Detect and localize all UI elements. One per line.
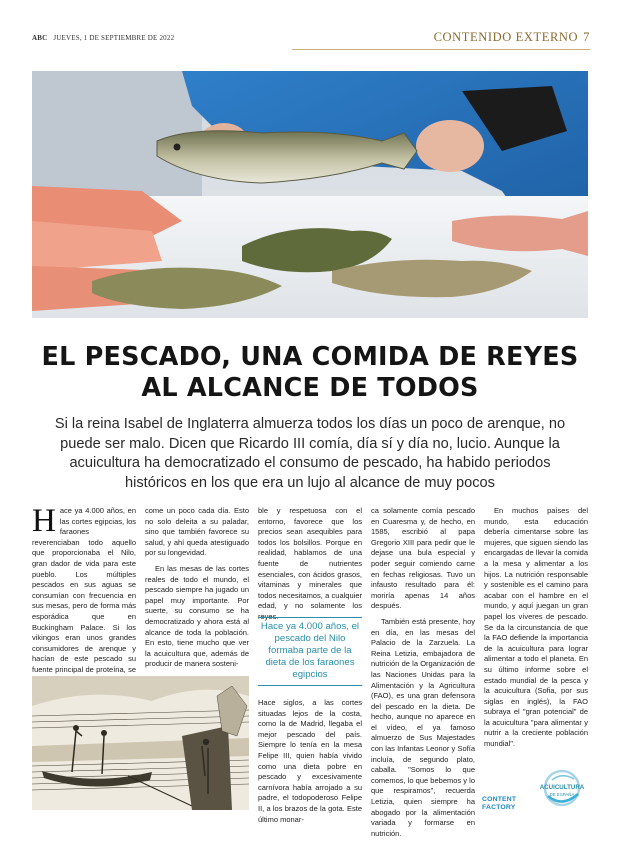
column-5-paragraph-1: En muchos países del mundo, esta educación debería cimentarse sobre las mujeres, que siguen siendo las encargadas de llevar la comida a la mesa y alimentar a los hijos. La nutrición responsable y sostenible es el camino para acabar con el hambre en el mundo, y aquí juegan un gran papel los víveres de pescado. Se da la circunstancia de que la FAO defiende la importancia de la acuicultura para lograr alimentar a todo el planeta. En su último informe sobre el estado mundial de la pesca y la acuicultura (Sofia, por sus siglas en inglés), la FAO subraya el "gran potencial" de la acuicultura "para alimentar y nutrir a la creciente población mundial". xyxy=(484,506,588,749)
header-date-line xyxy=(32,34,174,42)
content-factory-line-1: CONTENT xyxy=(482,796,517,803)
column-1-paragraph xyxy=(32,503,136,686)
content-factory-line-2: FACTORY xyxy=(482,803,516,811)
column-3-paragraph-2: Hace siglos, a las cortes situadas lejos de la costa, como la de Madrid, llegaba el mejor pescado del país. Siempre lo tenía en la mesa Felipe III, quien había vivido como una dieta pobre en pescado y excesivamente carnívora había arrojado a su padre, el todopoderoso Felipe II, a los brazos de la gota. Este último monar- xyxy=(258,698,362,824)
acuicultura-wordmark: ACUICULTURA xyxy=(539,784,585,791)
header-date: JUEVES, 1 DE SEPTIEMBRE DE 2022 xyxy=(53,34,175,42)
page-header xyxy=(32,30,590,50)
pullquote: Hace ya 4.000 años, el pescado del Nilo formaba parte de la dieta de los faraones egipcios xyxy=(260,621,360,680)
article-column-4 xyxy=(371,506,475,839)
fish-market-photo xyxy=(32,71,588,318)
article-column-3-continued xyxy=(258,698,362,825)
historical-fishing-engraving xyxy=(32,676,249,810)
column-3-paragraph-1: ble y respetuosa con el entorno, favorece que los precios sean asequibles para todos los bolsillos. Porque en realidad, hablamos de una fuente de nutrientes esenciales, con ácidos grasos, vitaminas y minerales que todos necesitamos, a cualquier edad, y no solamente los xyxy=(258,506,362,611)
acuicultura-subtitle: DE ESPAÑA xyxy=(549,792,575,797)
headline-line-1: EL PESCADO, UNA COMIDA DE REYES xyxy=(41,342,579,372)
section-name: CONTENIDO EXTERNO xyxy=(433,30,579,44)
header-brand: ABC xyxy=(32,34,48,42)
section-label xyxy=(434,30,590,45)
page-number: 7 xyxy=(583,30,590,44)
column-2-paragraph-2: En las mesas de las cortes reales de todo el mundo, el pescado siempre ha jugado un papel muy importante. Por suerte, su consumo se ha democratizado y ahora está al alcance de toda la población. En esto, tiene mucho que ver la acuicultura que, además de producir de manera sosteni- xyxy=(145,563,249,669)
column-4-paragraph-1: ca solamente comía pescado en Cuaresma y, de hecho, en 1585, escribió al papa Gregorio XIII para pedir que le dejase una bula especial y poder seguir comiendo carne en fechas religiosas. Tuvo un infausto resultado para él: moriría apenas 14 años después. xyxy=(371,506,475,611)
acuicultura-de-espana-logo xyxy=(534,766,590,816)
article-column-3 xyxy=(258,506,362,623)
article-subhead: Si la reina Isabel de Inglaterra almuerza todos los días un poco de arenque, no puede ser malo. Dicen que Ricardo III comía, día sí y día no, lucio. Aunque la acuicultura ha democratizado el consumo de pescado, ha habido periodos históricos en los que era un lujo al alcance de muy pocos xyxy=(54,416,566,491)
fish-photo-illustration xyxy=(32,71,588,318)
header-rule xyxy=(292,49,590,50)
column-2-paragraph-1: come un poco cada día. Esto no solo deleita a su paladar, sino que también favorece su salud, y ahí queda atestiguado por su longevidad. xyxy=(145,506,249,558)
engraving-illustration xyxy=(32,676,249,810)
article-column-1 xyxy=(32,503,136,686)
article-column-5 xyxy=(484,506,588,750)
article-column-2 xyxy=(145,506,249,670)
pullquote-rule-top xyxy=(258,617,362,618)
headline-line-2: AL ALCANCE DE TODOS xyxy=(141,373,479,403)
article-headline xyxy=(30,342,590,404)
content-factory-logo xyxy=(482,796,516,811)
acuicultura-logo-icon xyxy=(534,766,590,816)
drop-cap: H xyxy=(32,503,56,539)
column-1-text: ace ya 4.000 años, en las cortes egipcias, los faraones reverenciaban todo aquello que proporcionaba el Nilo, gran dador de vida para este pueblo. Los múltiples pescados en sus aguas se consumían con frecuencia en sus mesas, pero de forma más esporádica que en Buckingham Palace. Si los vikingos eran unos grandes consumidores de arenque y hacían de este pescado su fuente principal de proteína, se xyxy=(32,506,136,674)
pullquote-rule-bottom xyxy=(258,685,362,686)
column-4-paragraph-2: También está presente, hoy en día, en las mesas del Palacio de la Zarzuela. La Reina Letizia, embajadora de nutrición de la Organización de las Naciones Unidas para la Alimentación y la Agricultura (FAO), es una gran defensora del pescado en la dieta. De hecho, aunque no aparece en el vídeo, el ya famoso almuerzo de Sus Majestades con las Infantas Leonor y Sofía incluía, de segundo plato, caballa. "Somos lo que comemos, lo que bebemos y lo que respiramos", recuerda Letizia, quien siempre ha abogado por la alimentación variada y formarse en nutrición. xyxy=(371,616,475,838)
